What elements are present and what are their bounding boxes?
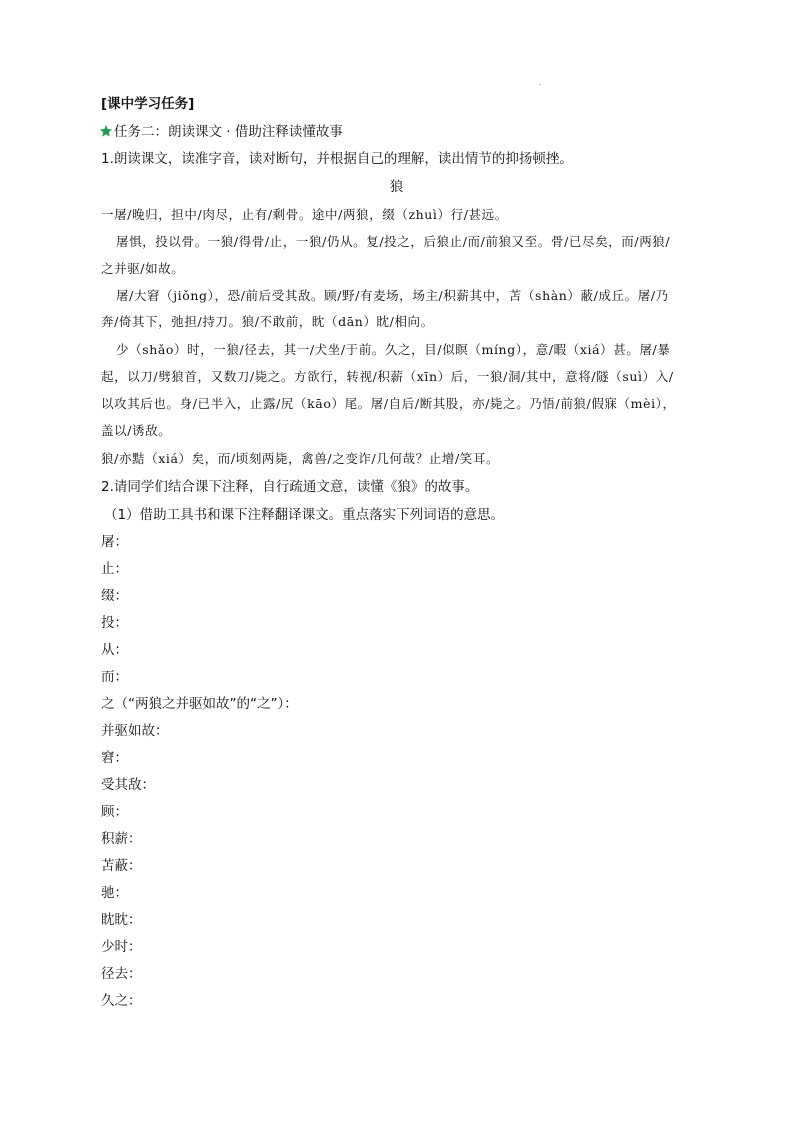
term-prompt: 受其敌：	[101, 777, 155, 793]
term-prompt: 从：	[101, 642, 128, 658]
poem-line: 以攻其后也。身/已半入，止露/尻（kāo）尾。屠/自后/断其股，亦/毙之。乃悟/前狼/假寐（mèi），	[101, 396, 676, 411]
task-two-label: 任务二：朗读课文 · 借助注释读懂故事	[114, 124, 343, 140]
sub-instruction-1: （1）借助工具书和课下注释翻译课文。重点落实下列词语的意思。	[104, 507, 505, 523]
term-prompt: 投：	[101, 615, 128, 631]
poem-line: 狼/亦黠（xiá）矣，而/顷刻两毙，禽兽/之变诈/几何哉？止增/笑耳。	[101, 451, 500, 466]
term-prompt: 苫蔽：	[101, 858, 142, 874]
poem-line: 少（shǎo）时，一狼/径去，其一/犬坐/于前。久之，目/似瞑（míng），意/暇（xiá）甚。屠/暴	[116, 342, 671, 357]
stray-dot	[539, 84, 541, 85]
term-prompt: 而：	[101, 669, 128, 685]
term-prompt: 止：	[101, 561, 128, 577]
poem-line: 盖以/诱敌。	[101, 423, 172, 438]
task-two-title	[99, 123, 343, 141]
term-prompt: 积薪：	[101, 831, 142, 847]
poem-line: 一屠/晚归，担中/肉尽，止有/剩骨。途中/两狼，缀（zhuì）行/甚远。	[101, 207, 508, 222]
poem-line: 奔/倚其下，弛担/持刀。狼/不敢前，眈（dān）眈/相向。	[101, 314, 434, 329]
poem-line: 之并驱/如故。	[101, 261, 185, 276]
poem-line: 屠惧，投以骨。一狼/得骨/止，一狼/仍从。复/投之，后狼止/而/前狼又至。骨/已尽矣，而/两狼/	[116, 234, 671, 249]
term-prompt: 窘：	[101, 750, 128, 766]
term-prompt: 缀：	[101, 588, 128, 604]
section-heading: [课中学习任务]	[101, 96, 195, 112]
term-prompt: 眈眈：	[101, 912, 142, 928]
term-prompt: 少时：	[101, 939, 142, 955]
poem-title: 狼	[389, 179, 404, 195]
term-prompt: 径去：	[101, 966, 142, 982]
term-prompt: 之（“两狼之并驱如故”的“之”）：	[101, 696, 298, 712]
term-prompt: 久之：	[101, 993, 142, 1009]
term-prompt: 驰：	[101, 885, 128, 901]
term-prompt: 顾：	[101, 804, 128, 820]
star-icon	[99, 124, 113, 138]
poem-line: 起，以刀/劈狼首，又数刀/毙之。方欲行，转视/积薪（xīn）后，一狼/洞/其中，意将/隧（suì）入/	[101, 369, 674, 384]
term-prompt: 并驱如故：	[101, 723, 169, 739]
term-prompt: 屠：	[101, 534, 128, 550]
poem-line: 屠/大窘（jiǒng），恐/前后受其敌。顾/野/有麦场，场主/积薪其中，苫（shàn）蔽/成丘。屠/乃	[116, 288, 669, 303]
instruction-item-1: 1.朗读课文，读准字音，读对断句，并根据自己的理解，读出情节的抑扬顿挫。	[101, 151, 573, 167]
instruction-item-2: 2.请同学们结合课下注释，自行疏通文意，读懂《狼》的故事。	[101, 479, 479, 495]
